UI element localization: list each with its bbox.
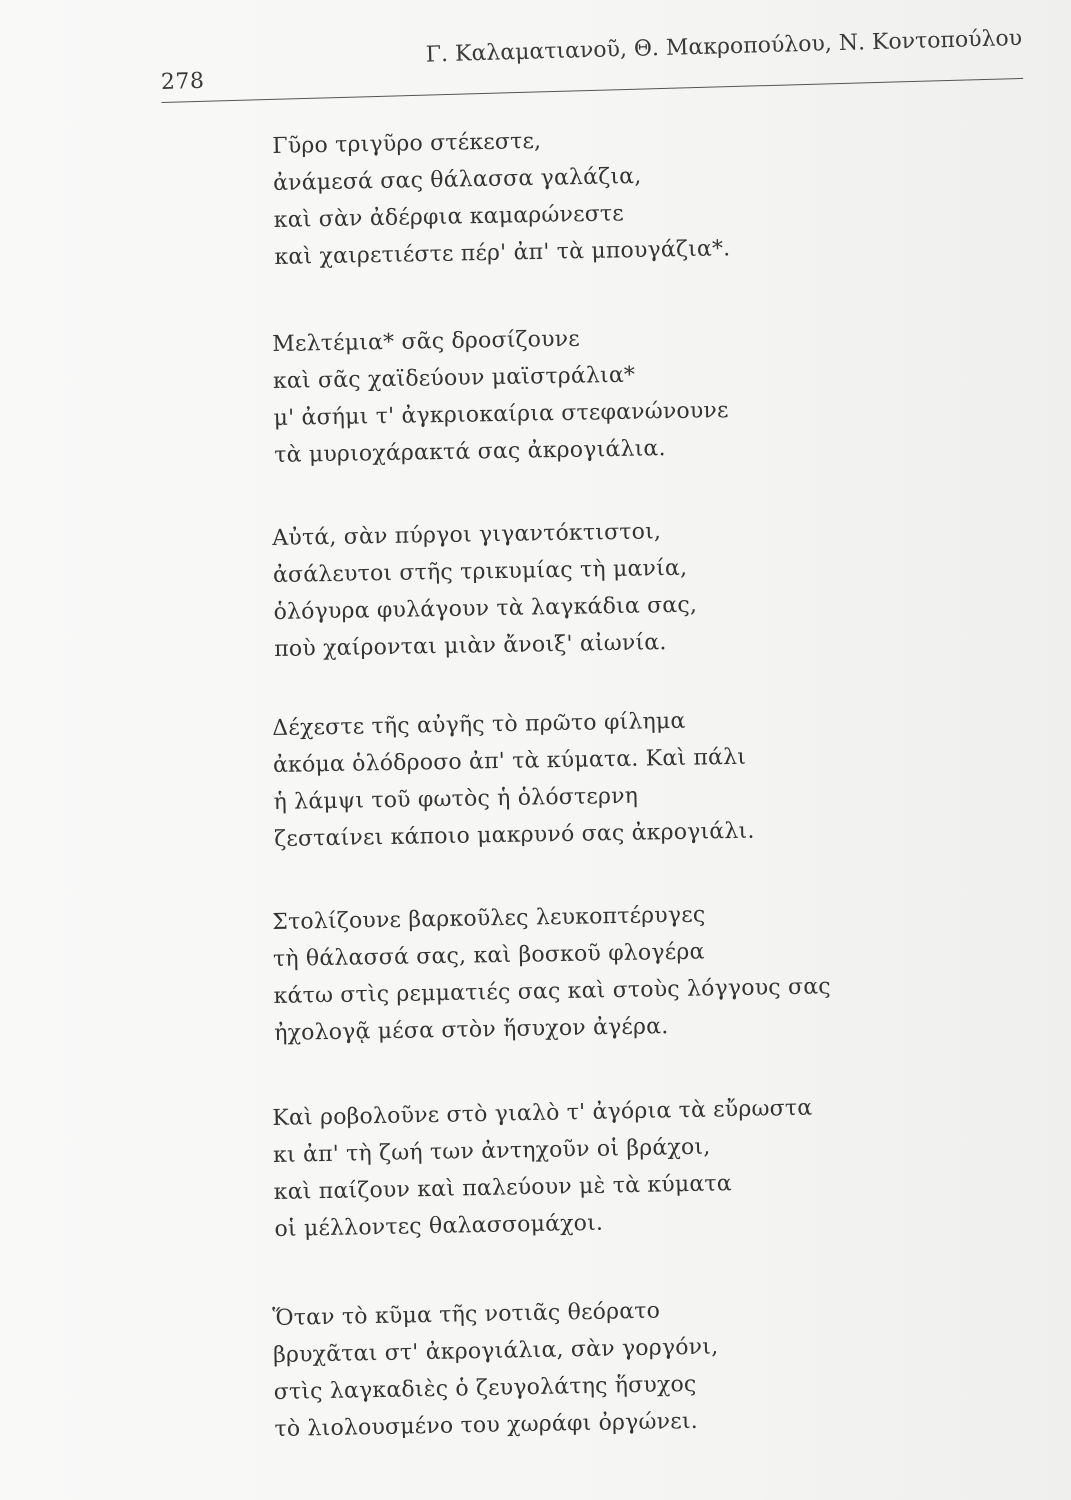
stanza-7 <box>272 1287 935 1448</box>
verse-line: τὰ μυριοχάρακτά σας ἀκρογιάλια. <box>274 436 666 468</box>
verse-line: κι ἀπ' τὴ ζωή των ἀντηχοῦν οἱ βράχοι, <box>272 1134 711 1168</box>
verse-line: οἱ μέλλοντες θαλασσομάχοι. <box>274 1210 604 1242</box>
verse-line: ἀνάμεσά σας θάλασσα γαλάζια, <box>272 163 642 196</box>
page-number: 278 <box>160 68 205 95</box>
verse-line: ἀσάλευτοι στῆς τρικυμίας τὴ μανία, <box>272 555 688 588</box>
stanza-6 <box>272 1087 935 1248</box>
verse-line: καὶ χαιρετιέστε πέρ' ἀπ' τὰ μπουγάζια*. <box>274 236 731 270</box>
verse-line: καὶ παίζουν καὶ παλεύουν μὲ τὰ κύματα <box>273 1171 733 1205</box>
verse-line: μ' ἀσήμι τ' ἀγκριοκαίρια στεφανώνουνε <box>273 398 729 431</box>
verse-line: καὶ σὰν ἀδέρφια καμαρώνεστε <box>273 201 625 233</box>
verse-line: ποὺ χαίρονται μιὰν ἄνοιξ' αἰωνία. <box>274 630 667 662</box>
page-header <box>160 24 1023 108</box>
verse-line: τὸ λιολουσμένο του χωράφι ὀργώνει. <box>274 1408 699 1442</box>
verse-line: τὴ θάλασσά σας, καὶ βοσκοῦ φλογέρα <box>272 939 705 972</box>
verse-line: ζεσταίνει κάποιο μακρυνό σας ἀκρογιάλι. <box>274 818 755 852</box>
verse-line: στὶς λαγκαδιὲς ὁ ζευγολάτης ἥσυχος <box>273 1371 697 1405</box>
stanza-4 <box>272 698 934 857</box>
verse-line: Στολίζουνε βαρκοῦλες λευκοπτέρυγες <box>272 902 706 935</box>
running-head: Γ. Καλαματιανοῦ, Θ. Μακροπούλου, Ν. Κοντοπούλου <box>425 25 1023 68</box>
verse-line: ἠχολογᾷ μέσα στὸν ἥσυχον ἀγέρα. <box>274 1014 669 1046</box>
verse-line: Καὶ ροβολοῦνε στὸ γιαλὸ τ' ἀγόρια τὰ εὔρωστα <box>272 1095 813 1131</box>
verse-line: Ὅταν τὸ κῦμα τῆς νοτιᾶς θεόρατο <box>272 1298 661 1331</box>
verse-line: ἀκόμα ὁλόδροσο ἀπ' τὰ κύματα. Καὶ πάλι <box>272 744 747 778</box>
header-rule <box>162 78 1024 103</box>
verse-line: ὁλόγυρα φυλάγουν τὰ λαγκάδια σας, <box>273 592 698 625</box>
stanza-5 <box>272 892 934 1051</box>
verse-line: καὶ σᾶς χαϊδεύουν μαϊστράλια* <box>272 362 636 394</box>
verse-line: κάτω στὶς ρεμματιές σας καὶ στοὺς λόγγους σας <box>273 974 832 1009</box>
stanza-1 <box>272 115 935 276</box>
verse-line: Μελτέμια* σᾶς δροσίζουνε <box>272 326 581 357</box>
stanza-3 <box>272 508 934 667</box>
verse-line: Αὐτά, σὰν πύργοι γιγαντόκτιστοι, <box>272 519 662 551</box>
verse-line: ἡ λάμψι τοῦ φωτὸς ἡ ὁλόστερνη <box>273 783 639 815</box>
verse-line: Γῦρο τριγῦρο στέκεστε, <box>272 128 542 159</box>
verse-line: Δέχεστε τῆς αὐγῆς τὸ πρῶτο φίλημα <box>272 708 686 741</box>
stanza-2 <box>272 314 934 473</box>
verse-line: βρυχᾶται στ' ἀκρογιάλια, σὰν γοργόνι, <box>272 1334 719 1368</box>
